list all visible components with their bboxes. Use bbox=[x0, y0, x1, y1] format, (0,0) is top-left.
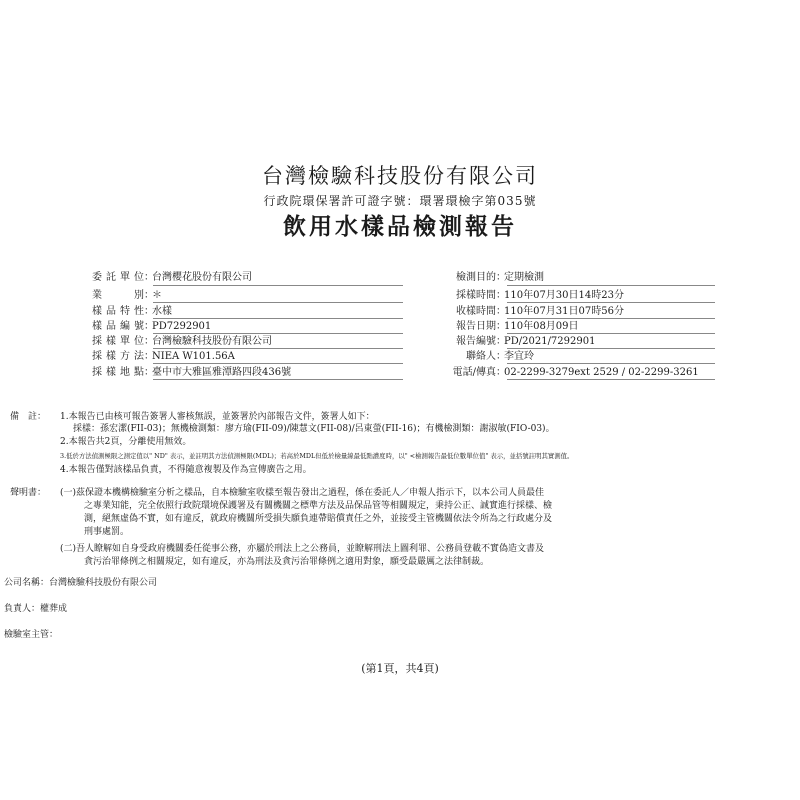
underline bbox=[153, 348, 403, 349]
remark-4: 4.本報告僅對該樣品負責，不得隨意複製及作為宣傳廣告之用。 bbox=[60, 465, 312, 475]
signature-lab-supervisor: 檢驗室主管： bbox=[4, 630, 59, 640]
field-industry: 業別：＊ bbox=[92, 290, 162, 301]
field-contact: 聯絡人：李宜玲 bbox=[466, 351, 534, 362]
remark-2: 2.本報告共2頁，分離使用無效。 bbox=[60, 437, 192, 447]
underline bbox=[507, 318, 715, 319]
field-report-id: 報告編號：PD/2021/7292901 bbox=[456, 336, 596, 347]
field-purpose: 檢測目的：定期檢測 bbox=[456, 272, 544, 283]
declaration-1-line: 測，絕無虛偽不實，如有違反，就政府機關所受損失願負連帶賠償責任之外，並接受主管機關依法令所為之行政處分及 bbox=[84, 514, 553, 524]
remarks-label: 備 註： bbox=[10, 412, 47, 422]
underline bbox=[507, 285, 715, 286]
declaration-1-line: 刑事處罰。 bbox=[84, 527, 130, 537]
declaration-2-line: 貪污治罪條例之相關規定，如有違反，亦為刑法及貪污治罪條例之適用對象，願受最嚴厲之法律制裁。 bbox=[84, 557, 490, 567]
field-sample-id: 樣品編號：PD7292901 bbox=[92, 321, 212, 332]
field-phone-fax: 電話/傳真：02-2299-3279ext 2529 / 02-2299-3261 bbox=[452, 367, 699, 378]
underline bbox=[153, 363, 403, 364]
underline bbox=[507, 302, 715, 303]
underline bbox=[153, 302, 403, 303]
field-receipt-time: 收樣時間：110年07月31日07時56分 bbox=[456, 306, 624, 317]
field-report-date: 報告日期：110年08月09日 bbox=[456, 321, 579, 332]
license-number: 行政院環保署許可證字號：環署環檢字第035號 bbox=[263, 194, 537, 208]
remark-1: 1.本報告已由核可報告簽署人審核無誤，並簽署於內部報告文件，簽署人如下： bbox=[60, 412, 375, 422]
field-sampling-location: 採樣地點：臺中市大雅區雅潭路四段436號 bbox=[92, 367, 292, 378]
declaration-1-line: (一)茲保證本機構檢驗室分析之樣品，自本檢驗室收樣至報告發出之過程，係在委託人／申報人指示下，以本公司人員最佳 bbox=[60, 488, 545, 498]
page-number: (第1頁，共4頁) bbox=[361, 662, 439, 675]
underline bbox=[507, 363, 715, 364]
underline bbox=[507, 348, 715, 349]
remark-3: 3.低於方法偵測極限之測定值以" ND" 表示，並註明其方法偵測極限(MDL)；若高於MDL但低於檢量線最低點濃度時，以" <檢測報告最低位數單位值" 表示，並括號註明其實測值。 bbox=[60, 452, 574, 460]
remark-1-signers: 採樣：孫宏潔(FII-03)；無機檢測類：廖方瑜(FII-09)/陳慧文(FII-08)/呂東螢(FII-16)；有機檢測類：謝淑敏(FIO-03)。 bbox=[73, 424, 555, 434]
declaration-2-line: (二)吾人瞭解如自身受政府機關委任從事公務，亦屬於刑法上之公務員，並瞭解刑法上圖利罪、公務員登載不實偽造文書及 bbox=[60, 544, 545, 554]
declaration-1-line: 之專業知能，完全依照行政院環境保護署及有關機關之標準方法及品保品管等相關規定，秉持公正、誠實進行採樣、檢 bbox=[84, 501, 553, 511]
signature-owner: 負責人：權葬成 bbox=[4, 604, 68, 614]
report-title: 飲用水樣品檢測報告 bbox=[283, 213, 517, 240]
field-client: 委託單位：台灣櫻花股份有限公司 bbox=[92, 272, 252, 283]
underline bbox=[507, 333, 715, 334]
underline bbox=[507, 379, 715, 380]
underline bbox=[153, 333, 403, 334]
field-sampling-method: 採樣方法：NIEA W101.56A bbox=[92, 351, 235, 362]
underline bbox=[153, 379, 403, 380]
field-sampling-time: 採樣時間：110年07月30日14時23分 bbox=[456, 290, 624, 301]
field-sampling-unit: 採樣單位：台灣檢驗科技股份有限公司 bbox=[92, 336, 272, 347]
signature-company: 公司名稱：台灣檢驗科技股份有限公司 bbox=[4, 578, 158, 588]
underline bbox=[153, 318, 403, 319]
underline bbox=[153, 285, 403, 286]
declaration-label: 聲明書： bbox=[10, 488, 47, 498]
company-name: 台灣檢驗科技股份有限公司 bbox=[262, 164, 538, 188]
field-sample-type: 樣品特性：水樣 bbox=[92, 306, 172, 317]
